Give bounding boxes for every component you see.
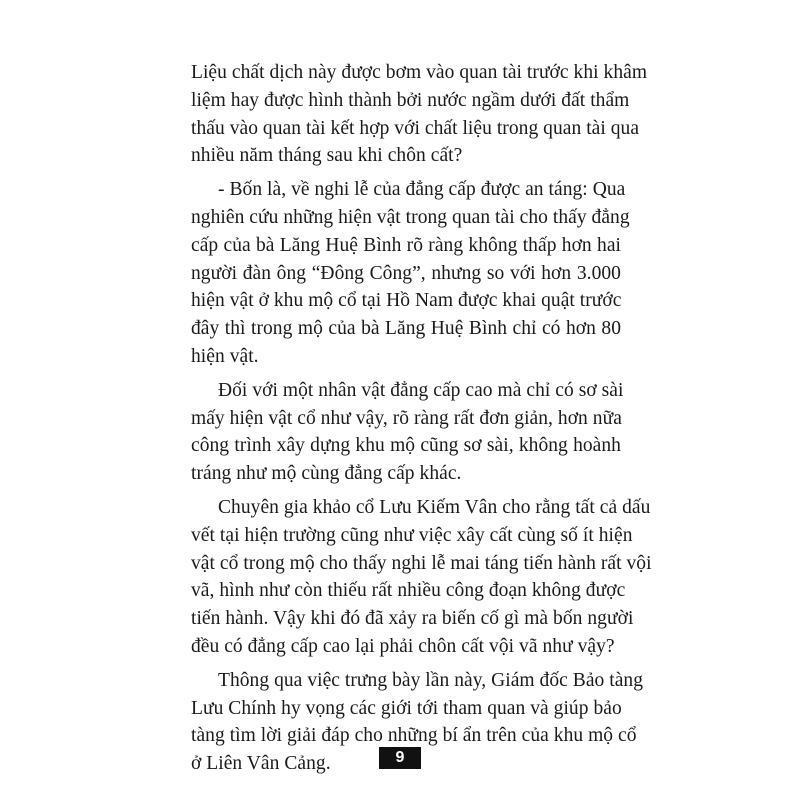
text-line: đây thì trong mộ của bà Lăng Huệ Bình chỉ có hơn 80 <box>191 318 621 340</box>
text-line: vã, hình như còn thiếu rất nhiều công đoạn không được <box>191 580 626 602</box>
page-number-badge: 9 <box>379 747 421 769</box>
text-line: liệm hay được hình thành bởi nước ngầm dưới đất thẩm <box>191 89 630 111</box>
text-line: tráng như mộ cùng đẳng cấp khác. <box>191 463 462 485</box>
text-line: cấp của bà Lăng Huệ Bình rõ ràng không thấp hơn hai <box>191 234 621 256</box>
text-line: Lưu Chính hy vọng các giới tới tham quan và giúp bảo <box>191 697 622 719</box>
text-line: đều có đẳng cấp cao lại phải chôn cất vội vã như vậy? <box>191 635 615 657</box>
text-line: Thông qua việc trưng bày lần này, Giám đốc Bảo tàng <box>218 669 644 691</box>
text-line: người đàn ông “Đông Công”, nhưng so với hơn 3.000 <box>191 262 621 284</box>
body-text <box>191 59 652 784</box>
text-line: vết tại hiện trường cũng như việc xây cất cùng số ít hiện <box>191 524 633 546</box>
text-line: thấu vào quan tài kết hợp với chất liệu trong quan tài qua <box>191 117 640 139</box>
text-line: mấy hiện vật cổ như vậy, rõ ràng rất đơn giản, hơn nữa <box>191 407 622 429</box>
text-line: nghiên cứu những hiện vật trong quan tài cho thấy đẳng <box>191 206 630 228</box>
text-line: hiện vật ở khu mộ cổ tại Hồ Nam được khai quật trước <box>191 290 622 312</box>
text-line: vật cổ trong mộ cho thấy nghi lễ mai táng tiến hành rất vội <box>191 552 652 574</box>
text-line: Chuyên gia khảo cổ Lưu Kiếm Vân cho rằng tất cả dấu <box>218 496 651 518</box>
paragraph-2 <box>191 176 630 371</box>
paragraph-3 <box>191 377 624 488</box>
text-line: - Bốn là, về nghi lễ của đẳng cấp được an táng: Qua <box>218 179 626 201</box>
text-line: công trình xây dựng khu mộ cũng sơ sài, không hoành <box>191 435 621 457</box>
text-line: tiến hành. Vậy khi đó đã xảy ra biến cố gì mà bốn người <box>191 608 634 630</box>
text-line: nhiều năm tháng sau khi chôn cất? <box>191 145 463 167</box>
text-line: tàng tìm lời giải đáp cho những bí ẩn trên của khu mộ cổ <box>191 725 637 747</box>
paragraph-4 <box>191 494 652 661</box>
text-line: Đối với một nhân vật đẳng cấp cao mà chỉ có sơ sài <box>218 379 624 401</box>
paragraph-1 <box>191 59 648 170</box>
text-line: Liệu chất dịch này được bơm vào quan tài trước khi khâm <box>191 62 648 83</box>
text-line: ở Liên Vân Cảng. <box>191 753 331 775</box>
text-line: hiện vật. <box>191 345 259 367</box>
